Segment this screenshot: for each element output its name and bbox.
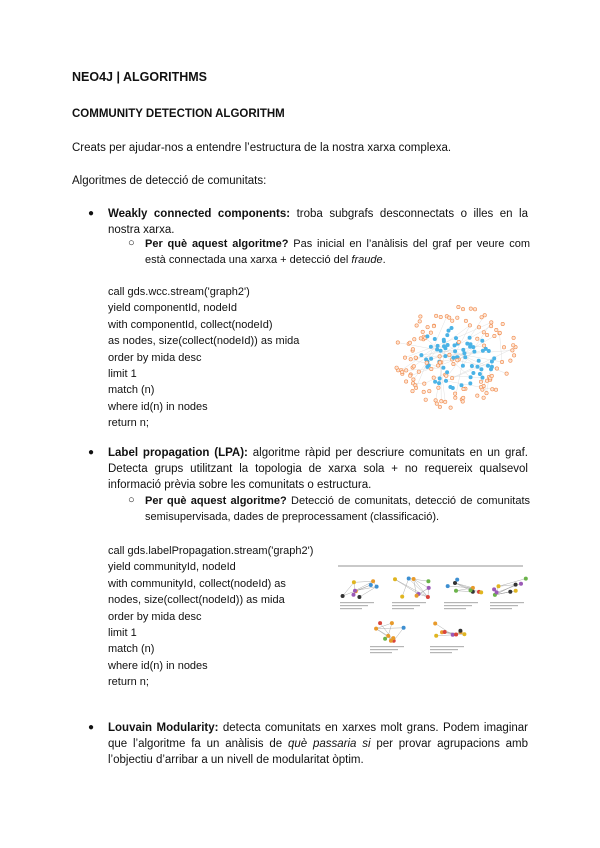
diagram-node [495,590,499,594]
graph-node [448,353,451,356]
diagram-caption-line [340,608,362,609]
graph-node [493,357,496,360]
graph-node [414,356,417,359]
graph-node [489,324,492,327]
sub-bullet-icon: ○ [128,237,135,249]
diagram-node [458,629,462,633]
graph-node [420,353,423,356]
louvain-bullet-text [108,720,528,768]
wcc-why-label: Per què aquest algoritme? [145,238,289,250]
graph-node [413,338,416,341]
lpa-diagram-image [328,560,533,660]
diagram-node [453,581,457,585]
graph-node [445,374,448,377]
graph-node [438,377,441,380]
code-line: call gds.labelPropagation.stream('graph2') [108,545,314,557]
graph-node [469,376,472,379]
diagram-node [508,590,512,594]
bullet-icon: ● [88,447,95,458]
graph-node [452,362,455,365]
diagram-caption-line [430,646,464,647]
graph-node [466,342,469,345]
wcc-why-end: . [382,254,386,266]
louvain-italic: què passaria si [287,738,371,750]
diagram-caption-line [490,605,518,606]
graph-node [438,361,441,364]
diagram-caption-line [370,649,398,650]
graph-node [417,370,420,373]
graph-node [415,324,418,327]
code-line: match (n) [108,384,155,397]
diagram-node [451,633,455,637]
diagram-node [375,585,379,589]
graph-node [484,347,487,350]
graph-node [495,328,498,331]
diagram-caption-line [444,602,478,603]
graph-node [409,374,412,377]
graph-node [424,358,427,361]
graph-node [485,391,488,394]
graph-node [447,329,450,332]
graph-node [476,337,479,340]
graph-node [480,316,483,319]
graph-node [453,392,456,395]
lpa-why-text [145,493,530,525]
graph-node [500,360,503,363]
graph-node [464,319,467,322]
graph-node [429,331,432,334]
graph-node [490,374,493,377]
graph-node [487,349,490,352]
diagram-node [469,588,473,592]
graph-node [442,338,445,341]
graph-node [498,331,501,334]
graph-node [512,354,515,357]
page-title: NEO4J | ALGORITHMS [72,70,207,84]
graph-node [430,367,433,370]
graph-node [453,350,456,353]
graph-node [454,336,457,339]
graph-node [456,316,459,319]
code-line: where id(n) in nodes [108,400,208,413]
graph-node [424,398,427,401]
graph-node [438,355,441,358]
graph-node [409,358,412,361]
lpa-why-body: Detecció de comunitats, detecció de comunitats semisupervisada, dades de preprocessament (classificació). [145,495,530,523]
graph-node [426,325,429,328]
diagram-caption-line [444,605,472,606]
diagram-node [454,589,458,593]
bullet-icon: ● [88,722,95,733]
graph-node [512,336,515,339]
graph-node [448,316,451,319]
graph-node [485,379,488,382]
wcc-why-italic: fraude [351,254,383,266]
graph-node [493,334,496,337]
wcc-bullet-text [108,206,528,238]
graph-node [435,402,438,405]
graph-node [411,348,414,351]
graph-node [432,376,435,379]
graph-node [444,379,447,382]
graph-node [437,386,440,389]
graph-node [444,400,447,403]
graph-node [396,341,399,344]
code-line: with componentId, collect(nodeId) [108,318,273,331]
diagram-caption-line [430,652,452,653]
code-line: limit 1 [108,627,137,640]
graph-node [460,384,463,387]
graph-node [472,345,475,348]
diagram-node [412,577,416,581]
graph-node [490,321,493,324]
graph-node [395,366,398,369]
diagram-node [426,595,430,599]
graph-node [446,343,449,346]
graph-node [477,326,480,329]
diagram-node [390,621,394,625]
graph-node [403,356,406,359]
graph-edge [499,333,502,362]
graph-node [434,399,437,402]
graph-node [473,350,476,353]
graph-node [404,380,407,383]
graph-node [435,348,438,351]
diagram-node [391,636,395,640]
diagram-caption-line [430,649,458,650]
graph-node [457,340,460,343]
graph-node [429,345,432,348]
graph-node [501,322,504,325]
graph-node [401,370,404,373]
graph-node [412,378,415,381]
graph-node [502,346,505,349]
code-line: nodes, size(collect(nodeId)) as mida [108,594,285,607]
graph-node [444,354,447,357]
graph-node [490,360,493,363]
wcc-description: troba subgrafs desconnectats o illes en la nostra xarxa. [108,208,528,236]
graph-node [486,364,489,367]
diagram-node [341,594,345,598]
graph-node [428,389,431,392]
lpa-description: algoritme ràpid per descriure comunitats en un graf. Detecta grups utilitzant la topologia de xarxa sola + no requereix qualsevol informació prèvia sobre les comunitats o estructura. [108,447,528,491]
graph-node [445,371,448,374]
diagram-caption-line [392,602,426,603]
graph-node [405,369,408,372]
graph-node [450,326,453,329]
diagram-node [400,595,404,599]
diagram-node [386,634,390,638]
graph-node [470,364,473,367]
graph-node [454,396,457,399]
graph-node [511,349,514,352]
intro-paragraph: Creats per ajudar-nos a entendre l’estructura de la nostra xarxa complexa. [72,142,452,154]
graph-node [452,356,455,359]
graph-node [482,396,485,399]
diagram-node [455,578,459,582]
diagram-node [393,577,397,581]
diagram-node [454,633,458,637]
graph-node [437,381,440,384]
graph-node [450,376,453,379]
wcc-graph-image [390,300,525,415]
graph-node [451,319,454,322]
graph-node [481,339,484,342]
diagram-node [514,589,518,593]
code-line: match (n) [108,643,155,656]
diagram-node [434,634,438,638]
graph-node [446,333,449,336]
diagram-node [415,594,419,598]
graph-node [411,389,414,392]
diagram-caption-line [370,652,392,653]
graph-node [476,394,479,397]
diagram-node [402,626,406,630]
code-line: order by mida desc [108,610,202,623]
bullet-icon: ● [88,208,95,219]
graph-node [461,364,464,367]
diagram-node [443,630,447,634]
code-line: return n; [108,676,149,689]
section-label: Algoritmes de detecció de comunitats: [72,175,267,187]
diagram-node [433,622,437,626]
graph-node [482,344,485,347]
diagram-node [479,590,483,594]
graph-node [440,400,443,403]
diagram-node [352,580,356,584]
graph-node [482,331,485,334]
wcc-code-block [108,284,299,432]
graph-node [469,307,472,310]
graph-node [468,336,471,339]
code-line: return n; [108,417,149,430]
diagram-caption-line [340,605,368,606]
graph-node [421,330,424,333]
graph-node [439,315,442,318]
graph-node [462,396,465,399]
graph-node [432,324,435,327]
diagram-node [378,621,382,625]
code-line: order by mida desc [108,351,202,364]
code-line: yield communityId, nodeId [108,561,236,574]
figure-caption-line [338,565,523,567]
louvain-text-2: per provar agrupacions amb l’objectiu d’arribar a un nivell de modularitat òptim. [108,738,528,766]
graph-node [434,314,437,317]
graph-node [423,382,426,385]
diagram-caption-line [490,602,524,603]
graph-node [418,320,421,323]
graph-node [439,349,442,352]
diagram-node [407,577,411,581]
wcc-why-text [145,236,530,268]
graph-node [461,400,464,403]
graph-node [472,371,475,374]
diagram-node [519,582,523,586]
diagram-node [352,593,356,597]
graph-node [464,356,467,359]
diagram-node [371,579,375,583]
graph-node [469,382,472,385]
diagram-caption-line [370,646,404,647]
graph-node [419,315,422,318]
diagram-node [357,595,361,599]
diagram-caption-line [444,608,466,609]
graph-node [469,343,472,346]
code-line: yield componentId, nodeId [108,302,238,315]
graph-node [412,365,415,368]
wcc-why-body: Pas inicial en l’anàlisis del graf per veure com està connectada una xarxa + detecció del [145,238,530,266]
graph-node [473,308,476,311]
graph-node [449,406,452,409]
diagram-caption-line [340,602,374,603]
graph-node [512,344,515,347]
diagram-node [497,584,501,588]
graph-node [509,359,512,362]
graph-node [463,352,466,355]
graph-node [426,365,429,368]
graph-node [442,366,445,369]
graph-node [468,324,471,327]
louvain-text-1: detecta comunitats en xarxes molt grans. Podem imaginar que l’algoritme fa un anàlisis de [108,722,528,750]
louvain-name: Louvain Modularity: [108,722,219,734]
graph-node [477,359,480,362]
lpa-why-label: Per què aquest algoritme? [145,495,287,507]
section-title: COMMUNITY DETECTION ALGORITHM [72,108,285,120]
graph-node [414,386,417,389]
graph-node [479,385,482,388]
diagram-node [446,584,450,588]
diagram-caption-line [392,605,420,606]
graph-node [449,385,452,388]
wcc-name: Weakly connected components: [108,208,291,220]
code-line: where id(n) in nodes [108,659,208,672]
code-line: as nodes, size(collect(nodeId)) as mida [108,335,300,348]
code-line: call gds.wcc.stream('graph2') [108,286,250,298]
graph-node [438,405,441,408]
graph-node [481,376,484,379]
diagram-caption-line [490,608,512,609]
graph-node [433,380,436,383]
graph-node [426,335,429,338]
diagram-node [383,637,387,641]
graph-edge [441,351,442,402]
lpa-bullet-text [108,445,528,493]
graph-node [453,344,456,347]
lpa-code-block [108,543,313,691]
graph-node [408,341,411,344]
code-line: with communityId, collect(nodeId) as [108,577,286,590]
diagram-node [374,627,378,631]
graph-node [457,305,460,308]
code-line: limit 1 [108,368,137,381]
graph-node [425,361,428,364]
graph-node [479,380,482,383]
diagram-node [353,589,357,593]
lpa-name: Label propagation (LPA): [108,447,248,459]
diagram-node [524,577,528,581]
graph-node [462,387,465,390]
sub-bullet-icon: ○ [128,494,135,506]
graph-node [462,348,465,351]
graph-node [480,368,483,371]
graph-node [495,367,498,370]
graph-node [436,344,439,347]
graph-node [476,365,479,368]
diagram-node [462,632,466,636]
graph-node [456,359,459,362]
graph-node [494,388,497,391]
figure-background [328,560,533,660]
graph-node [485,333,488,336]
graph-node [429,357,432,360]
diagram-node [514,583,518,587]
diagram-caption-line [392,608,414,609]
graph-node [461,307,464,310]
graph-node [422,390,425,393]
graph-node [505,372,508,375]
graph-node [444,347,447,350]
graph-node [478,372,481,375]
graph-node [483,314,486,317]
diagram-node [369,583,373,587]
diagram-node [427,586,431,590]
diagram-node [426,579,430,583]
graph-node [490,365,493,368]
graph-node [491,388,494,391]
graph-node [433,337,436,340]
